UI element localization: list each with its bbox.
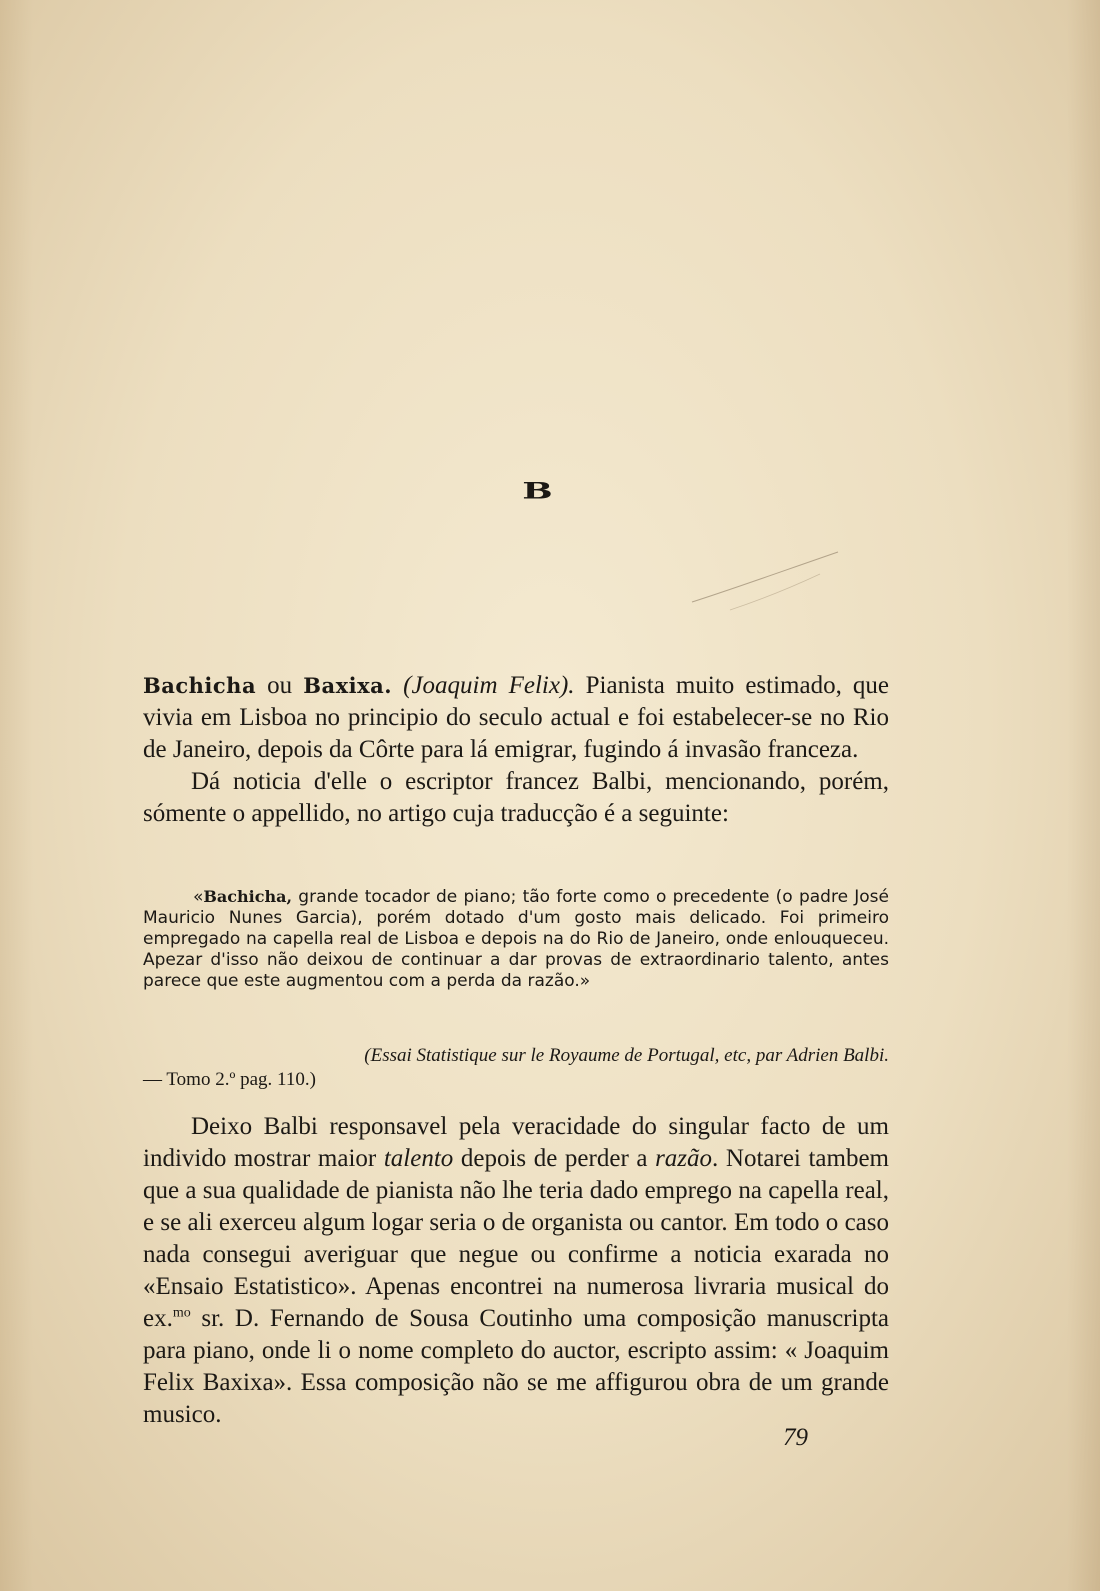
section-letter: B <box>522 477 554 505</box>
commentary-italic-talento: talento <box>383 1145 454 1172</box>
commentary-part-2: depois de perder a <box>453 1145 656 1172</box>
ink-stroke-mark <box>690 550 850 620</box>
entry-connector: ou <box>256 672 304 699</box>
entry-paragraph-2: Dá noticia d'elle o escriptor francez Balbi, mencionando, porém, sómente o appellido, no artigo cuja traducção é a seguinte: <box>143 768 889 827</box>
quote-headword: Bachicha, <box>203 887 293 906</box>
balbi-quotation <box>143 886 889 992</box>
commentary-italic-razao: razão <box>655 1145 713 1172</box>
entry-headword: Bachicha <box>143 673 257 698</box>
quote-open-mark: « <box>193 887 204 907</box>
entry-variant-punct: . <box>384 673 393 698</box>
entry-bachicha <box>143 670 889 830</box>
page-number: 79 <box>783 1424 808 1451</box>
author-commentary <box>143 1111 889 1431</box>
quote-text: grande tocador de piano; tão forte como o precedente (o padre José Mauricio Nunes Garcia), porém dotado d'um gosto mais delicado. Foi primeiro empregado na capella real de Lisboa e depois na do Rio de Janeiro, onde enlouqueceu. Apezar d'isso não deixou de continuar a dar provas de extraordinario talento, antes parece que este augmentou com a perda da razão.» <box>143 887 889 991</box>
commentary-superscript: mo <box>172 1305 191 1321</box>
entry-name: (Joaquim Felix). <box>392 672 575 699</box>
citation-volume-page: — Tomo 2.º pag. 110.) <box>143 1069 316 1090</box>
commentary-part-1: Deixo Balbi responsavel pela veracidade do singular facto de um individo mostrar maior <box>143 1113 889 1172</box>
entry-paragraph-1: Pianista muito estimado, que vivia em Lisboa no principio do seculo actual e foi estabelecer-se no Rio de Janeiro, depois da Côrte para lá emigrar, fugindo á invasão franceza. <box>143 672 890 763</box>
citation-title: (Essai Statistique sur le Royaume de Portugal, etc, par Adrien Balbi. <box>364 1045 889 1066</box>
commentary-part-4: sr. D. Fernando de Sousa Coutinho uma composição manuscripta para piano, onde li o nome completo do auctor, escripto assim: « Joaquim Felix Baxixa». Essa composição não se me affigurou obra de um grande musico. <box>143 1305 889 1428</box>
entry-variant: Baxixa <box>303 673 385 698</box>
source-citation <box>143 1044 889 1092</box>
commentary-part-3: . Notarei tambem que a sua qualidade de pianista não lhe teria dado emprego na capella real, e se ali exerceu algum logar seria o de organista ou cantor. Em todo o caso nada consegui averiguar que negue ou confirme a noticia exarada no «Ensaio Estatistico». Apenas encontrei na numerosa livraria musical do ex. <box>143 1145 889 1332</box>
